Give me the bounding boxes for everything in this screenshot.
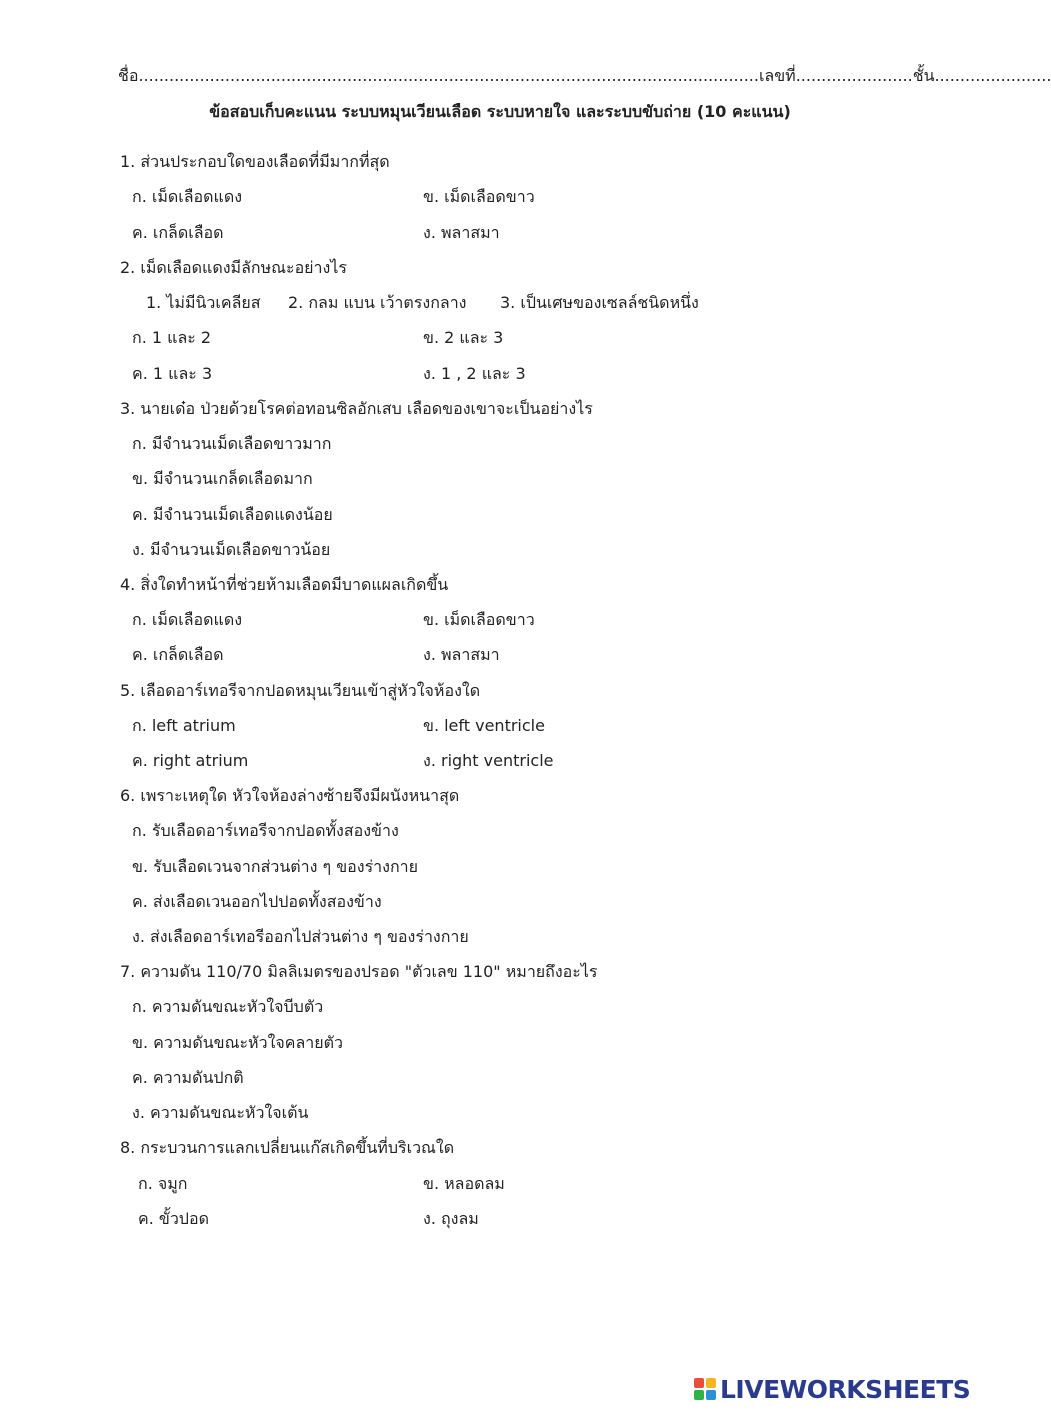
question-7: 7. ความดัน 110/70 มิลลิเมตรของปรอด "ตัวเลข 110" หมายถึงอะไร [120, 962, 598, 981]
q2-statement-2: 2. กลม แบน เว้าตรงกลาง [288, 293, 467, 312]
q2-choice-c[interactable]: ค. 1 และ 3 [132, 364, 213, 383]
question-4: 4. สิ่งใดทำหน้าที่ช่วยห้ามเลือดมีบาดแผลเกิดขึ้น [120, 575, 449, 594]
name-field[interactable]: .......................................................................................................................... [138, 66, 759, 85]
logo-square-4 [706, 1390, 716, 1400]
name-label: ชื่อ [118, 66, 139, 85]
liveworksheets-logo-icon [693, 1377, 717, 1401]
logo-square-1 [694, 1378, 704, 1388]
q6-choice-b[interactable]: ข. รับเลือดเวนจากส่วนต่าง ๆ ของร่างกาย [132, 857, 419, 876]
q5-choice-d[interactable]: ง. right ventricle [423, 751, 554, 770]
q5-choice-a[interactable]: ก. left atrium [132, 716, 236, 735]
q2-choice-b[interactable]: ข. 2 และ 3 [423, 328, 504, 347]
q7-choice-b[interactable]: ข. ความดันขณะหัวใจคลายตัว [132, 1033, 343, 1052]
q7-choice-d[interactable]: ง. ความดันขณะหัวใจเต้น [132, 1103, 309, 1122]
q4-choice-b[interactable]: ข. เม็ดเลือดขาว [423, 610, 535, 629]
worksheet-title: ข้อสอบเก็บคะแนน ระบบหมุนเวียนเลือด ระบบหายใจ และระบบขับถ่าย (10 คะแนน) [209, 102, 791, 121]
q3-choice-c[interactable]: ค. มีจำนวนเม็ดเลือดแดงน้อย [132, 505, 333, 524]
class-label: ชั้น [912, 66, 935, 85]
question-6: 6. เพราะเหตุใด หัวใจห้องล่างซ้ายจึงมีผนังหนาสุด [120, 786, 460, 805]
q8-choice-d[interactable]: ง. ถุงลม [423, 1209, 479, 1228]
number-field[interactable]: ....................... [795, 66, 913, 85]
q2-choice-d[interactable]: ง. 1 , 2 และ 3 [423, 364, 526, 383]
liveworksheets-logo-text: LIVEWORKSHEETS [720, 1374, 971, 1404]
q6-choice-d[interactable]: ง. ส่งเลือดอาร์เทอรีออกไปส่วนต่าง ๆ ของร่างกาย [132, 927, 469, 946]
q3-choice-a[interactable]: ก. มีจำนวนเม็ดเลือดขาวมาก [132, 434, 332, 453]
q1-choice-c[interactable]: ค. เกล็ดเลือด [132, 223, 224, 242]
question-8: 8. กระบวนการแลกเปลี่ยนแก๊สเกิดขึ้นที่บริเวณใด [120, 1138, 455, 1157]
q8-choice-b[interactable]: ข. หลอดลม [423, 1174, 505, 1193]
liveworksheets-logo [693, 1374, 993, 1404]
q1-choice-a[interactable]: ก. เม็ดเลือดแดง [132, 187, 243, 206]
q4-choice-d[interactable]: ง. พลาสมา [423, 645, 500, 664]
q5-choice-c[interactable]: ค. right atrium [132, 751, 249, 770]
q1-choice-b[interactable]: ข. เม็ดเลือดขาว [423, 187, 535, 206]
question-3: 3. นายเด๋อ ป่วยด้วยโรคต่อทอนซิลอักเสบ เลือดของเขาจะเป็นอย่างไร [120, 399, 593, 418]
q3-choice-b[interactable]: ข. มีจำนวนเกล็ดเลือดมาก [132, 469, 313, 488]
q3-choice-d[interactable]: ง. มีจำนวนเม็ดเลือดขาวน้อย [132, 540, 331, 559]
q2-statement-3: 3. เป็นเศษของเซลล์ชนิดหนึ่ง [500, 293, 699, 312]
q5-choice-b[interactable]: ข. left ventricle [423, 716, 545, 735]
q4-choice-a[interactable]: ก. เม็ดเลือดแดง [132, 610, 243, 629]
class-field[interactable]: ....................... [934, 66, 1051, 85]
q8-choice-a[interactable]: ก. จมูก [138, 1174, 188, 1193]
q2-statement-1: 1. ไม่มีนิวเคลียส [146, 293, 261, 312]
student-info-line [118, 64, 1051, 88]
q1-choice-d[interactable]: ง. พลาสมา [423, 223, 500, 242]
q2-choice-a[interactable]: ก. 1 และ 2 [132, 328, 212, 347]
question-5: 5. เลือดอาร์เทอรีจากปอดหมุนเวียนเข้าสู่หัวใจห้องใด [120, 681, 481, 700]
q4-choice-c[interactable]: ค. เกล็ดเลือด [132, 645, 224, 664]
question-1: 1. ส่วนประกอบใดของเลือดที่มีมากที่สุด [120, 152, 390, 171]
logo-square-3 [694, 1390, 704, 1400]
q6-choice-c[interactable]: ค. ส่งเลือดเวนออกไปปอดทั้งสองข้าง [132, 892, 382, 911]
q7-choice-c[interactable]: ค. ความดันปกติ [132, 1068, 244, 1087]
q6-choice-a[interactable]: ก. รับเลือดอาร์เทอรีจากปอดทั้งสองข้าง [132, 821, 399, 840]
q8-choice-c[interactable]: ค. ขั้วปอด [138, 1209, 209, 1228]
question-2: 2. เม็ดเลือดแดงมีลักษณะอย่างไร [120, 258, 347, 277]
q7-choice-a[interactable]: ก. ความดันขณะหัวใจบีบตัว [132, 997, 324, 1016]
number-label: เลขที่ [758, 66, 796, 85]
logo-square-2 [706, 1378, 716, 1388]
